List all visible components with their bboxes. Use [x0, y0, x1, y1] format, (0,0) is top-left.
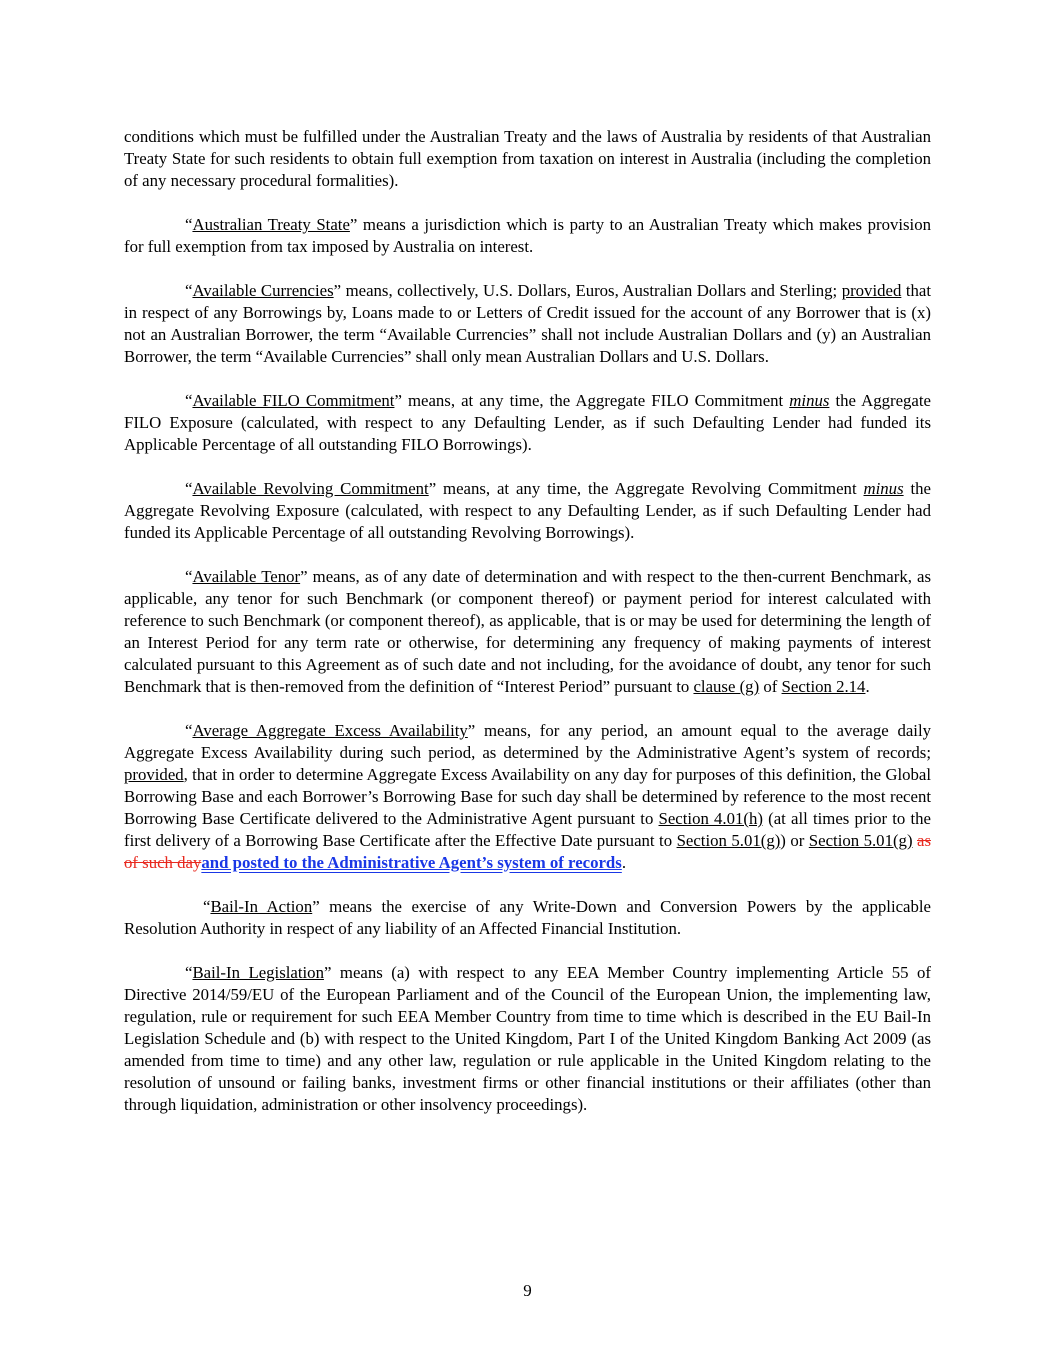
text-segment: ” means, for any period, an amount equal to the average daily Aggregate Excess Availability during such period, as determined by the Administrative Agent’s system of records;	[124, 721, 932, 762]
text-segment: .	[865, 677, 870, 696]
paragraph-australian-treaty-continuation	[124, 126, 931, 192]
text-segment: ” means (a) with respect to any EEA Member Country implementing Article 55 of Directive 2014/59/EU of the European Parliament and of the Council of the European Union, the implementing law, regulation, rule or requirement for such EEA Member Country from time to time which is described in the EU Bail-In Legislation Schedule and (b) with respect to the United Kingdom, Part I of the United Kingdom Banking Act 2009 (as amended from time to time) and any other law, regulation or rule applicable in the United Kingdom relating to the resolution of unsound or failing banks, investment firms or other financial institutions or their affiliates (other than through liquidation, administration or other insolvency proceedings).	[124, 963, 931, 1114]
text-segment: , that in order to determine Aggregate Excess Availability on any day for purposes of this definition, the Global Borrowing Base and each Borrower’s Borrowing Base for such day shall be determined by reference to the most recent Borrowing Base Certificate delivered to the Administrative Agent pursuant to	[124, 765, 931, 828]
text-segment: .	[621, 853, 627, 872]
defined-term: Bail-In Action	[210, 897, 313, 916]
text-segment: (at all times prior to the first delivery of a Borrowing Base Certificate after the Effective Date pursuant to	[124, 809, 931, 850]
emphasis-term: minus	[863, 479, 904, 498]
underlined-term: provided	[841, 281, 902, 300]
defined-term: Bail-In Legislation	[192, 963, 324, 982]
text-segment: ” means, collectively, U.S. Dollars, Euros, Australian Dollars and Sterling;	[333, 281, 842, 300]
text-segment: “	[203, 897, 211, 916]
definition-available-tenor	[124, 566, 931, 698]
deleted-text: as of such day	[124, 831, 931, 872]
text-segment: “	[185, 963, 193, 982]
text-segment: conditions which must be fulfilled under the Australian Treaty and the laws of Australia by residents of that Australian Treaty State for such residents to obtain full exemption from taxation on interest in Australia (including the completion of any necessary procedural formalities).	[124, 127, 931, 190]
underlined-term: provided	[124, 765, 184, 784]
defined-term: Australian Treaty State	[192, 215, 350, 234]
text-segment: of	[759, 677, 782, 696]
emphasis-term: minus	[789, 391, 830, 410]
definition-available-revolving-commitment	[124, 478, 931, 544]
definition-australian-treaty-state	[124, 214, 931, 258]
text-segment: that in respect of any Borrowings by, Loans made to or Letters of Credit issued for the account of any Borrower that is (x) not an Australian Borrower, the term “Available Currencies” shall not include Australian Dollars and (y) an Australian Borrower, the term “Available Currencies” shall only mean Australian Dollars and U.S. Dollars.	[124, 281, 932, 366]
text-segment: “	[185, 721, 193, 740]
page-number: 9	[523, 1281, 532, 1300]
text-segment: “	[185, 281, 193, 300]
cross-reference: Section 2.14	[781, 677, 866, 696]
definition-available-filo-commitment	[124, 390, 931, 456]
cross-reference: Section 4.01(h)	[658, 809, 763, 828]
inserted-text: and posted to the Administrative Agent’s system of records	[201, 853, 622, 872]
definition-average-aggregate-excess-availability	[124, 720, 931, 874]
definition-bail-in-legislation	[124, 962, 931, 1116]
text-segment: the Aggregate Revolving Exposure (calculated, with respect to any Defaulting Lender, as if such Defaulting Lender had funded its Applicable Percentage of all outstanding Revolving Borrowings).	[124, 479, 931, 542]
defined-term: Average Aggregate Excess Availability	[192, 721, 468, 740]
text-segment: “	[185, 391, 193, 410]
text-segment: ” means a jurisdiction which is party to an Australian Treaty which makes provision for full exemption from tax imposed by Australia on interest.	[124, 215, 931, 256]
text-segment: ” means, as of any date of determination and with respect to the then-current Benchmark, as applicable, any tenor for such Benchmark (or component thereof) or payment period for interest calculated with reference to such Benchmark (or component thereof), as applicable, that is or may be used for determining the length of an Interest Period for any term rate or otherwise, for determining any frequency of making payments of interest calculated pursuant to this Agreement as of such date and not including, for the avoidance of doubt, any tenor for such Benchmark that is then-removed from the definition of “Interest Period” pursuant to	[124, 567, 931, 696]
text-segment: ” means the exercise of any Write-Down and Conversion Powers by the applicable Resolution Authority in respect of any liability of an Affected Financial Institution.	[124, 897, 931, 938]
cross-reference: clause (g)	[693, 677, 760, 696]
cross-reference: Section 5.01(g)	[808, 831, 913, 850]
text-segment: ) or	[780, 831, 809, 850]
page-body	[124, 126, 931, 1138]
text-segment: the Aggregate FILO Exposure (calculated, with respect to any Defaulting Lender, as if such Defaulting Lender had funded its Applicable Percentage of all outstanding FILO Borrowings).	[124, 391, 931, 454]
text-segment: ” means, at any time, the Aggregate FILO Commitment	[394, 391, 790, 410]
defined-term: Available Currencies	[192, 281, 334, 300]
definition-bail-in-action	[124, 896, 931, 940]
defined-term: Available Revolving Commitment	[192, 479, 429, 498]
text-segment: “	[185, 479, 193, 498]
definition-available-currencies	[124, 280, 931, 368]
cross-reference: Section 5.01(g)	[676, 831, 781, 850]
text-segment: “	[185, 567, 193, 586]
text-segment: “	[185, 215, 193, 234]
text-segment: ” means, at any time, the Aggregate Revolving Commitment	[428, 479, 864, 498]
defined-term: Available Tenor	[192, 567, 301, 586]
defined-term: Available FILO Commitment	[192, 391, 395, 410]
